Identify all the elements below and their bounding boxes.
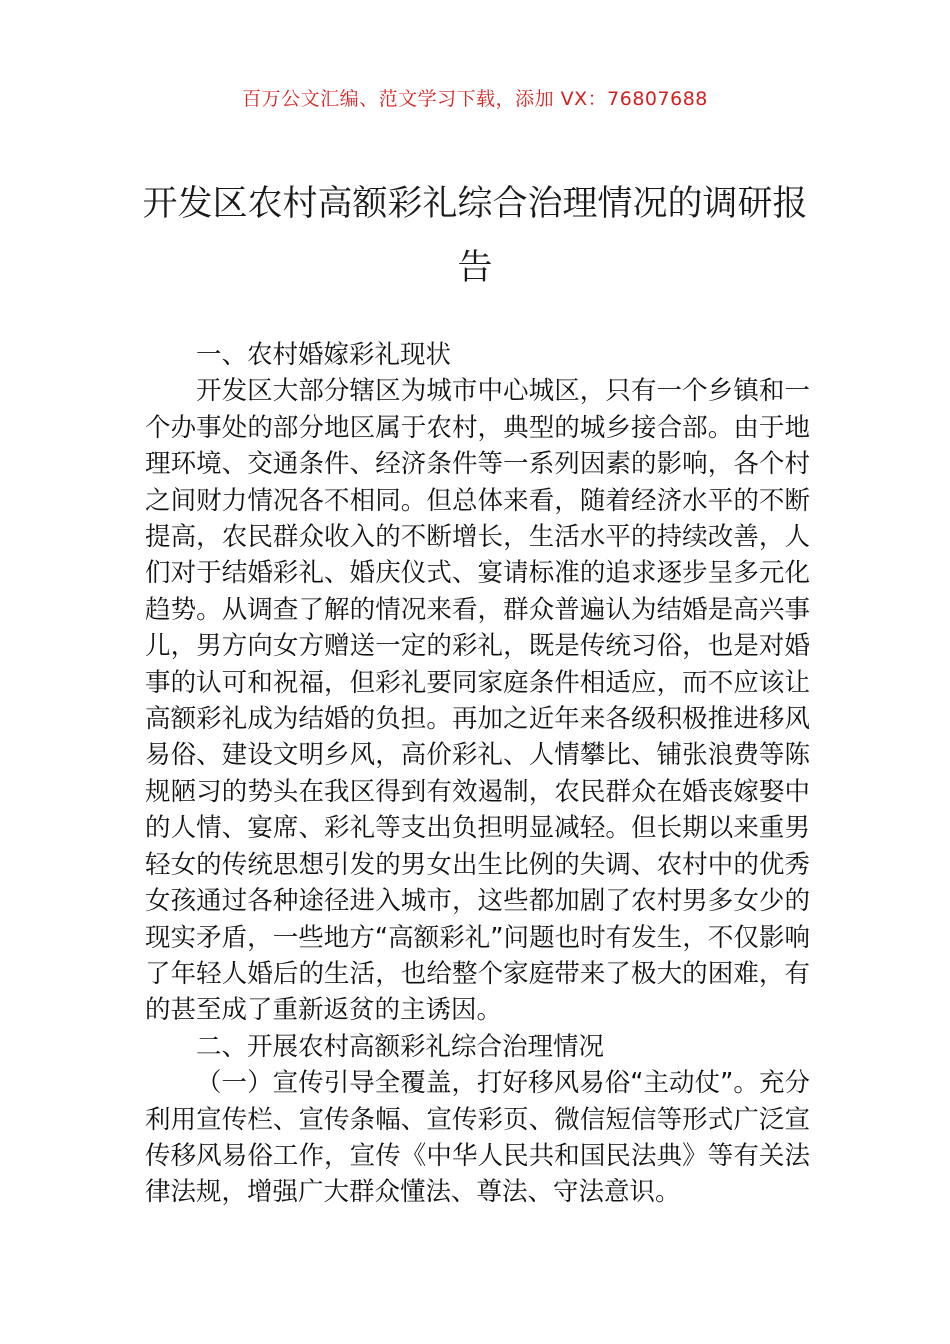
section-2-paragraph: （一）宣传引导全覆盖，打好移风易俗“主动仗”。充分利用宣传栏、宣传条幅、宣传彩页、微信短信等形式广泛宣传移风易俗工作，宣传《中华人民共和国民法典》等有关法律法规，增强广大群众懂法、尊法、守法意识。 [145,1068,810,1208]
section-1-heading: 一、农村婚嫁彩礼现状 [196,340,452,370]
section-2-heading: 二、开展农村高额彩礼综合治理情况 [196,1031,605,1062]
section-1-paragraph: 开发区大部分辖区为城市中心城区，只有一个乡镇和一个办事处的部分地区属于农村，典型的城乡接合部。由于地理环境、交通条件、经济条件等一系列因素的影响，各个村之间财力情况各不相同。但总体来看，随着经济水平的不断提高，农民群众收入的不断增长，生活水平的持续改善，人们对于结婚彩礼、婚庆仪式、宴请标准的追求逐步呈多元化趋势。从调查了解的情况来看，群众普遍认为结婚是高兴事儿，男方向女方赠送一定的彩礼，既是传统习俗，也是对婚事的认可和祝福，但彩礼要同家庭条件相适应，而不应该让高额彩礼成为结婚的负担。再加之近年来各级积极推进移风易俗、建设文明乡风，高价彩礼、人情攀比、铺张浪费等陈规陋习的势头在我区得到有效遏制，农民群众在婚丧嫁娶中的人情、宴席、彩礼等支出负担明显减轻。但长期以来重男轻女的传统思想引发的男女出生比例的失调、农村中的优秀女孩通过各种途径进入城市，这些都加剧了农村男多女少的现实矛盾，一些地方“高额彩礼”问题也时有发生，不仅影响了年轻人婚后的生活，也给整个家庭带来了极大的困难，有的甚至成了重新返贫的主诱因。 [145,376,810,1026]
document-title: 开发区农村高额彩礼综合治理情况的调研报告 [142,184,808,288]
promo-banner: 百万公文汇编、范文学习下载，添加 VX：76807688 [242,88,708,110]
document-body [145,337,810,1211]
